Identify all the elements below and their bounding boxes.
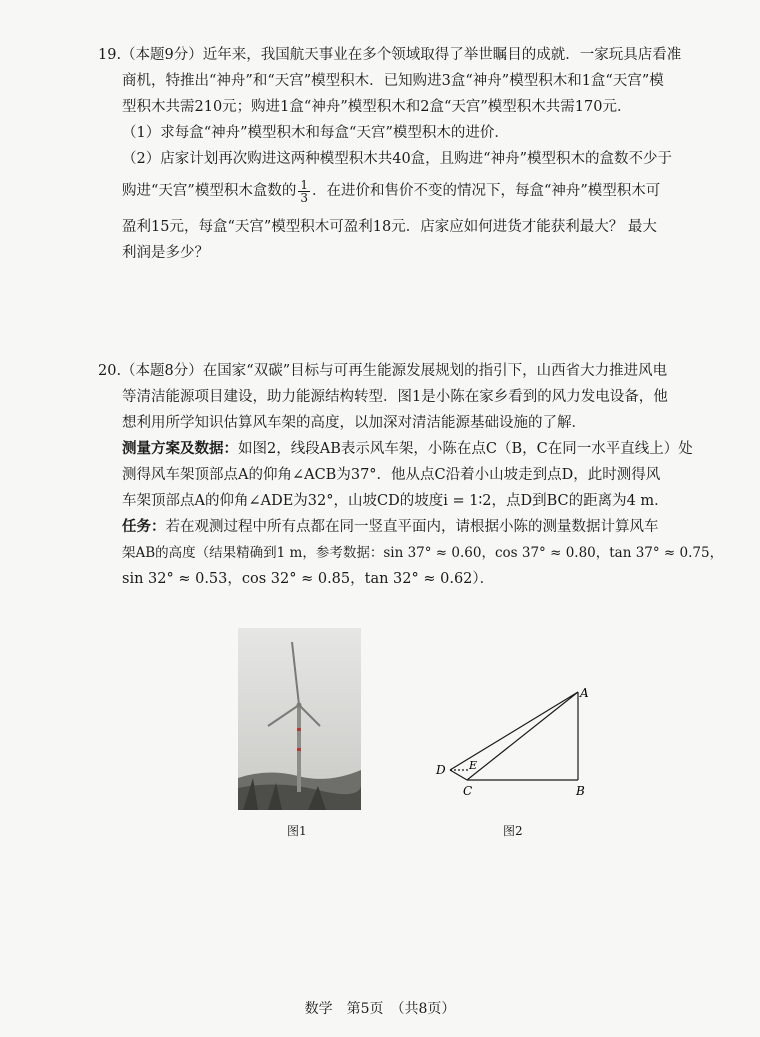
q20-line: 20.（本题8分）在国家“双碳”目标与可再生能源发展规划的指引下，山西省大力推进风电 bbox=[98, 363, 668, 379]
geometry-diagram bbox=[430, 682, 600, 807]
point-c-label: C bbox=[463, 784, 473, 798]
plan-label: 测量方案及数据： bbox=[122, 440, 238, 457]
q19-part2-text: ．在进价和售价不变的情况下，每盒“神舟”模型积木可 bbox=[311, 183, 661, 199]
wind-turbine-illustration bbox=[238, 628, 361, 810]
fraction-one-third bbox=[298, 179, 310, 204]
q19-part1: （1）求每盒“神舟”模型积木和每盒“天宫”模型积木的进价． bbox=[122, 125, 509, 141]
segment-dc bbox=[450, 770, 467, 780]
q20-task-line: sin 32° ≈ 0.53，cos 32° ≈ 0.85，tan 32° ≈ 0.62）． bbox=[122, 571, 495, 587]
segment-ca bbox=[467, 692, 578, 780]
point-e-label: E bbox=[469, 759, 478, 772]
q19-line: 商机，特推出“神舟”和“天宫”模型积木．已知购进3盒“神舟”模型积木和1盒“天宫”模 bbox=[122, 73, 664, 89]
plan-text: 如图2，线段AB表示风车架，小陈在点C（B，C在同一水平直线上）处 bbox=[238, 441, 693, 457]
wind-turbine-photo bbox=[238, 628, 361, 810]
q20-plan-line bbox=[122, 436, 702, 462]
page-footer: 数学 第5页 （共8页） bbox=[304, 1001, 456, 1017]
q19-part2-line-with-fraction bbox=[122, 172, 702, 210]
q20-line: 等清洁能源项目建设，助力能源结构转型．图1是小陈在家乡看到的风力发电设备，他 bbox=[122, 389, 668, 405]
fraction-numerator: 1 bbox=[300, 177, 308, 192]
task-label: 任务： bbox=[122, 518, 166, 535]
q19-part2-line: （2）店家计划再次购进这两种模型积木共40盒，且购进“神舟”模型积木的盒数不少于 bbox=[122, 151, 672, 167]
q20-line: 想利用所学知识估算风车架的高度，以加深对清洁能源基础设施的了解． bbox=[122, 415, 586, 431]
figure-2-caption: 图2 bbox=[503, 824, 523, 838]
question-19 bbox=[98, 42, 702, 266]
q19-part2-line: 利润是多少？ bbox=[122, 245, 209, 261]
q19-line: 型积木共需210元；购进1盒“神舟”模型积木和2盒“天宫”模型积木共需170元． bbox=[122, 99, 632, 115]
q19-line: 19.（本题9分）近年来，我国航天事业在多个领域取得了举世瞩目的成就．一家玩具店看准 bbox=[98, 47, 682, 63]
q20-task-line bbox=[122, 514, 702, 540]
q19-part2-text: 购进“天宫”模型积木盒数的 bbox=[122, 183, 297, 199]
q20-plan-line: 测得风车架顶部点A的仰角∠ACB为37°．他从点C沿着小山坡走到点D，此时测得风 bbox=[122, 467, 661, 483]
point-b-label: B bbox=[576, 784, 585, 798]
q20-task-line: 架AB的高度（结果精确到1 m，参考数据：sin 37° ≈ 0.60，cos 37° ≈ 0.80，tan 37° ≈ 0.75， bbox=[122, 545, 724, 561]
point-d-label: D bbox=[436, 763, 446, 777]
figure-1-caption: 图1 bbox=[287, 824, 307, 838]
q20-plan-line: 车架顶部点A的仰角∠ADE为32°，山坡CD的坡度i = 1∶2，点D到BC的距离为4 m． bbox=[122, 493, 669, 509]
point-a-label: A bbox=[580, 686, 589, 700]
fraction-denominator: 3 bbox=[300, 190, 308, 205]
task-text: 若在观测过程中所有点都在同一竖直平面内，请根据小陈的测量数据计算风车 bbox=[165, 519, 659, 535]
q19-part2-line: 盈利15元，每盒“天宫”模型积木可盈利18元．店家应如何进货才能获利最大？ 最大 bbox=[122, 219, 657, 235]
question-20 bbox=[98, 358, 724, 592]
